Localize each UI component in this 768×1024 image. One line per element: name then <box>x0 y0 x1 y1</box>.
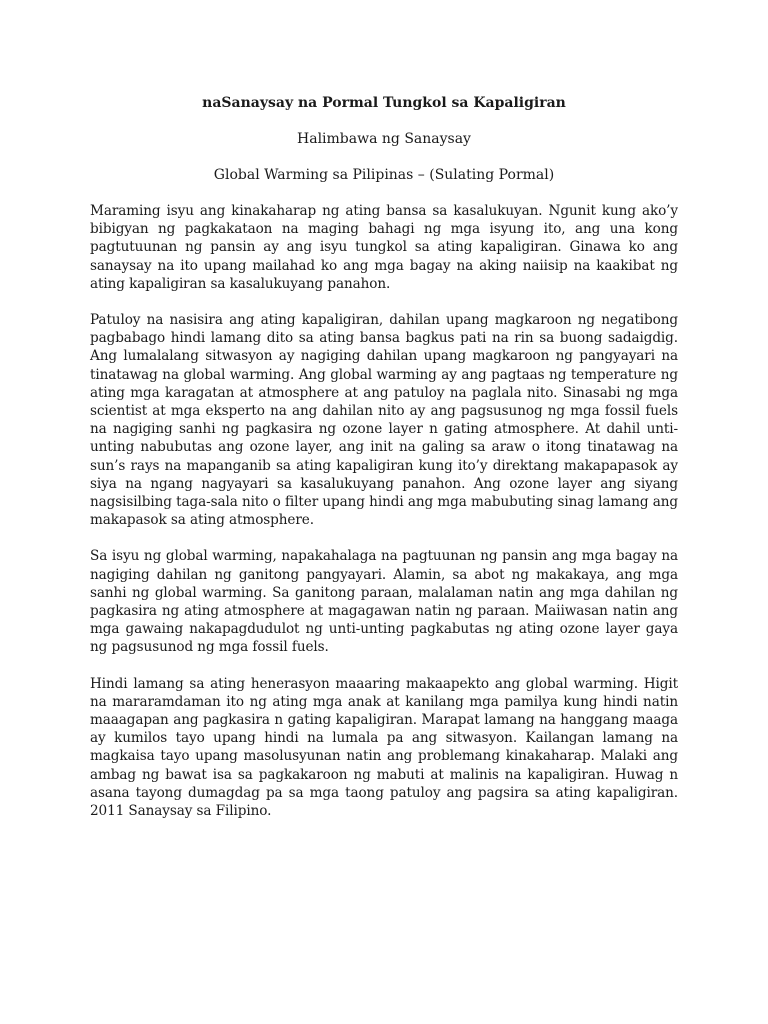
paragraph-4: Hindi lamang sa ating henerasyon maaaring makaapekto ang global warming. Higit na mararamdaman ito ng ating mga anak at kanilang mga pamilya kung hindi natin maaagapan ang pagkasira n gating kapaligiran. Marapat lamang na hanggang maaga ay kumilos tayo upang hindi na lumala pa ang sitwasyon. Kailangan lamang na magkaisa tayo upang masolusyunan natin ang problemang kinakaharap. Malaki ang ambag ng bawat isa sa pagkakaroon ng mabuti at malinis na kapaligiran. Huwag n asana tayong dumagdag pa sa mga taong patuloy ang pagsira sa ating kapaligiran. 2011 Sanaysay sa Filipino. <box>90 675 678 820</box>
document-title: naSanaysay na Pormal Tungkol sa Kapaligiran <box>202 95 566 111</box>
paragraph-2: Patuloy na nasisira ang ating kapaligiran, dahilan upang magkaroon ng negatibong pagbabago hindi lamang dito sa ating bansa bagkus pati na rin sa buong sadaigdig. Ang lumalalang sitwasyon ay nagiging dahilan upang magkaroon ng pangyayari na tinatawag na global warming. Ang global warming ay ang pagtaas ng temperature ng ating mga karagatan at atmosphere at ang patuloy na paglala nito. Sinasabi ng mga scientist at mga eksperto na ang dahilan nito ay ang pagsusunog ng mga fossil fuels na nagiging sanhi ng pagkasira ng ozone layer n gating atmosphere. At dahil unti-unting nabubutas ang ozone layer, ang init na galing sa araw o itong tinatawag na sun’s rays na mapanganib sa ating kapaligiran kung ito’y direktang makapapasok ay siya na ngang nagyayari sa kasalukuyang panahon. Ang ozone layer ang siyang nagsisilbing taga-sala nito o filter upang hindi ang mga mabubuting sinag lamang ang makapasok sa ating atmosphere. <box>90 312 678 529</box>
paragraph-3: Sa isyu ng global warming, napakahalaga na pagtuunan ng pansin ang mga bagay na nagiging dahilan ng ganitong pangyayari. Alamin, sa abot ng makakaya, ang mga sanhi ng global warming. Sa ganitong paraan, malalaman natin ang mga dahilan ng pagkasira ng ating atmosphere at magagawan natin ng paraan. Maiiwasan natin ang mga gawaing nakapagdudulot ng unti-unting pagkabutas ng ating ozone layer gaya ng pagsusunod ng mga fossil fuels. <box>90 548 678 656</box>
paragraph-1: Maraming isyu ang kinakaharap ng ating bansa sa kasalukuyan. Ngunit kung ako’y bibigyan ng pagkakataon na maging bahagi ng mga isyung ito, ang una kong pagtutuunan ng pansin ay ang isyu tungkol sa ating kapaligiran. Ginawa ko ang sanaysay na ito upang mailahad ko ang mga bagay na aking naiisip na kaakibat ng ating kapaligiran sa kasalukuyang panahon. <box>90 203 678 292</box>
document-topic-heading: Global Warming sa Pilipinas – (Sulating Pormal) <box>213 167 555 183</box>
document-subtitle: Halimbawa ng Sanaysay <box>297 131 471 147</box>
